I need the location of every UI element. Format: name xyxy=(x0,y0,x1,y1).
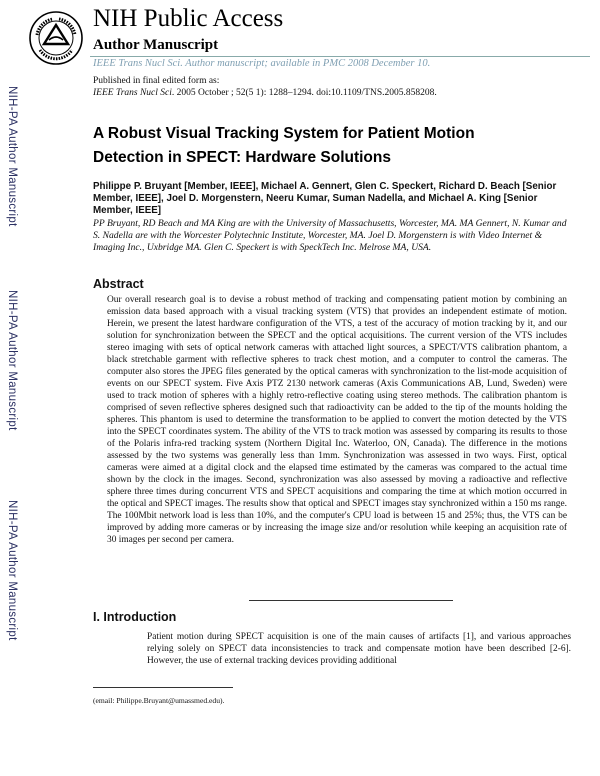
side-watermark-middle: NIH-PA Author Manuscript xyxy=(6,290,18,431)
header-citation-journal: IEEE Trans Nucl Sci xyxy=(93,58,181,69)
author-email-footnote: (email: Philippe.Bruyant@umassmed.edu). xyxy=(93,696,225,705)
side-watermark-top: NIH-PA Author Manuscript xyxy=(6,86,18,227)
header-citation-rest: . Author manuscript; available in PMC 2008 December 10. xyxy=(180,58,431,69)
publication-label: Published in final edited form as: xyxy=(93,76,220,86)
abstract-body: Our overall research goal is to devise a robust method of tracking and compensating patient motion by combining an emission data based approach with a visual tracking system (VTS) that provides an independent estimate of motion. Herein, we present the latest hardware configuration of the VTS, a test of the accuracy of motion tracking by it, and our solution for synchronization between the SPECT and the optical acquisitions. The current version of the VTS includes stereo imaging with sets of optical network cameras with attached light sources, a SPECT/VTS calibration phantom, a black stretchable garment with reflective spheres to track chest motion, and a computer to control the cameras. The computer also stores the JPEG files generated by the optical cameras with synchronization to the list-mode acquisition of events on our SPECT system. Five Axis PTZ 2130 network cameras (Axis Communications AB, Lund, Sweden) were used to track motion of spheres with a highly retro-reflective coating using stereo methods. The calibration phantom is comprised of seven reflective spheres designed such that radioactivity can be added to the tip of the mounts holding the spheres. This phantom is used to determine the transformation to be applied to convert the motion detected by the VTS into the SPECT coordinates system. The ability of the VTS to track motion was assessed by comparing its results to those of the Polaris infra-red tracking system (Northern Digital Inc. Waterloo, ON, Canada). The difference in the motions assessed by the two systems was generally less than 1mm. Synchronization was assessed in two ways. First, optical cameras were aimed at a digital clock and the elapsed time estimated by the cameras was compared to the actual time shown by the clock in the images. Second, synchronization was also assessed by moving a radioactive and reflective sphere three times during concurrent VTS and SPECT acquisitions and comparing the time at which motion occurred in the optical and SPECT images. The results show that optical and SPECT images stay synchronized within a 150 ms range. The 100Mbit network load is less than 10%, and the computer's CPU load is between 15 and 25%; thus, the VTS can be improved by adding more cameras or by increasing the image size and/or resolution while keeping an acquisition rate of 30 images per second per camera. xyxy=(107,295,567,545)
publication-details: . 2005 October ; 52(5 1): 1288–1294. doi:10.1109/TNS.2005.858208. xyxy=(171,88,437,98)
paper-affiliations: PP Bruyant, RD Beach and MA King are with the University of Massachusetts, Worcester, MA. MA Gennert, N. Kumar and S. Nadella are with the Worcester Polytechnic Institute, Worcester, MA. Joel D. Morgenstern is with Video Internet & Imaging Inc., Uxbridge MA. Glen C. Speckert is with SpeckTech Inc. Melrose MA, USA. xyxy=(93,218,567,253)
publication-citation xyxy=(93,88,437,98)
paper-title: A Robust Visual Tracking System for Patient Motion Detection in SPECT: Hardware Solutions xyxy=(93,125,475,166)
footnote-rule xyxy=(93,687,233,688)
header-citation xyxy=(93,58,430,69)
abstract-end-rule xyxy=(249,600,453,601)
nih-seal-logo xyxy=(28,10,84,66)
publication-journal: IEEE Trans Nucl Sci xyxy=(93,88,172,98)
side-watermark-bottom: NIH-PA Author Manuscript xyxy=(6,500,18,641)
nih-public-access-title: NIH Public Access xyxy=(93,5,284,32)
author-manuscript-label: Author Manuscript xyxy=(93,37,219,53)
introduction-body: Patient motion during SPECT acquisition is one of the main causes of artifacts [1], and various approaches relying solely on SPECT data inconsistencies to track and compensate motion have been described [2-6]. However, the use of external tracking devices providing additional xyxy=(147,632,571,666)
paper-authors: Philippe P. Bruyant [Member, IEEE], Michael A. Gennert, Glen C. Speckert, Richard D. Beach [Senior Member, IEEE], Joel D. Morgenstern, Neeru Kumar, Suman Nadella, and Michael A. King [Senior Member, IEEE] xyxy=(93,181,557,216)
header-divider xyxy=(90,56,590,57)
introduction-heading: I. Introduction xyxy=(93,610,177,624)
abstract-heading: Abstract xyxy=(93,277,144,291)
